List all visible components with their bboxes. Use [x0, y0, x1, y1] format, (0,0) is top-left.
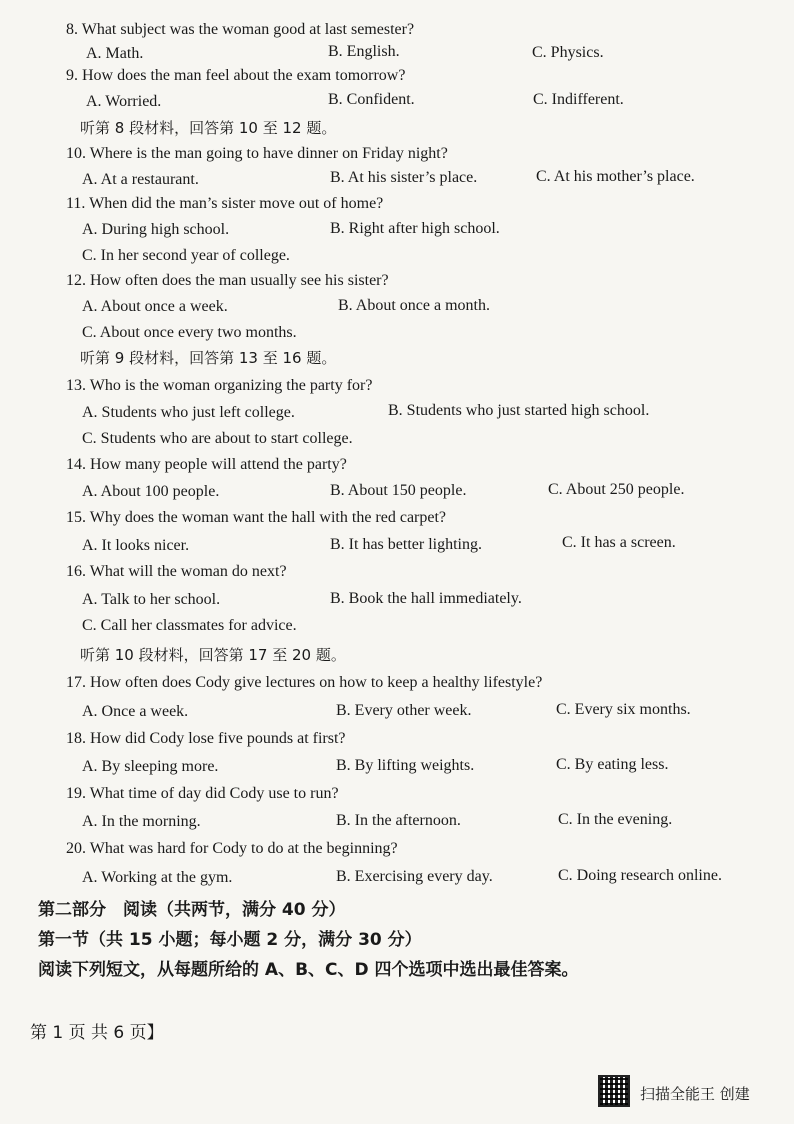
- q11-option-a: A. During high school.: [82, 221, 230, 238]
- q16-option-c: C. Call her classmates for advice.: [82, 617, 297, 634]
- q12-option-b: B. About once a month.: [338, 297, 490, 314]
- part-2-heading: 第二部分 阅读（共两节，满分 40 分）: [38, 900, 346, 920]
- q12-option-c: C. About once every two months.: [82, 324, 297, 341]
- question-15: 15. Why does the woman want the hall with the red carpet?: [66, 509, 447, 526]
- q16-option-b: B. Book the hall immediately.: [330, 590, 522, 607]
- question-12: 12. How often does the man usually see his sister?: [66, 272, 389, 289]
- q9-option-c: C. Indifferent.: [533, 91, 624, 108]
- question-13: 13. Who is the woman organizing the party for?: [66, 377, 373, 394]
- q20-option-c: C. Doing research online.: [558, 867, 722, 884]
- q9-option-a: A. Worried.: [86, 93, 162, 110]
- section-10-instruction: 听第 10 段材料，回答第 17 至 20 题。: [80, 646, 346, 664]
- q14-option-a: A. About 100 people.: [82, 483, 220, 500]
- q15-option-b: B. It has better lighting.: [330, 536, 482, 553]
- q19-option-a: A. In the morning.: [82, 813, 201, 830]
- q15-option-a: A. It looks nicer.: [82, 537, 190, 554]
- question-17: 17. How often does Cody give lectures on how to keep a healthy lifestyle?: [66, 674, 543, 691]
- q13-option-a: A. Students who just left college.: [82, 404, 295, 421]
- q18-option-c: C. By eating less.: [556, 756, 669, 773]
- q11-option-c: C. In her second year of college.: [82, 247, 290, 264]
- q20-option-b: B. Exercising every day.: [336, 868, 493, 885]
- q8-option-c: C. Physics.: [532, 44, 604, 61]
- section-1-heading: 第一节（共 15 小题；每小题 2 分，满分 30 分）: [38, 930, 422, 950]
- q8-option-b: B. English.: [328, 43, 400, 60]
- q10-option-b: B. At his sister’s place.: [330, 169, 478, 186]
- q14-option-b: B. About 150 people.: [330, 482, 467, 499]
- question-20: 20. What was hard for Cody to do at the beginning?: [66, 840, 398, 857]
- question-19: 19. What time of day did Cody use to run?: [66, 785, 339, 802]
- qr-code-icon: [598, 1075, 630, 1107]
- question-18: 18. How did Cody lose five pounds at first?: [66, 730, 346, 747]
- question-8: 8. What subject was the woman good at last semester?: [66, 21, 415, 38]
- q17-option-c: C. Every six months.: [556, 701, 691, 718]
- q18-option-b: B. By lifting weights.: [336, 757, 475, 774]
- q16-option-a: A. Talk to her school.: [82, 591, 221, 608]
- reading-instruction: 阅读下列短文，从每题所给的 A、B、C、D 四个选项中选出最佳答案。: [38, 960, 579, 980]
- question-14: 14. How many people will attend the party?: [66, 456, 347, 473]
- q13-option-b: B. Students who just started high school.: [388, 402, 650, 419]
- q13-option-c: C. Students who are about to start college.: [82, 430, 353, 447]
- q19-option-b: B. In the afternoon.: [336, 812, 461, 829]
- q10-option-c: C. At his mother’s place.: [536, 168, 695, 185]
- question-11: 11. When did the man’s sister move out of home?: [66, 195, 384, 212]
- q10-option-a: A. At a restaurant.: [82, 171, 199, 188]
- q15-option-c: C. It has a screen.: [562, 534, 676, 551]
- scanner-watermark: 扫描全能王 创建: [640, 1085, 750, 1103]
- page-footer: 第 1 页 共 6 页】: [30, 1023, 164, 1043]
- question-16: 16. What will the woman do next?: [66, 563, 287, 580]
- q11-option-b: B. Right after high school.: [330, 220, 500, 237]
- question-9: 9. How does the man feel about the exam tomorrow?: [66, 67, 406, 84]
- q14-option-c: C. About 250 people.: [548, 481, 685, 498]
- q9-option-b: B. Confident.: [328, 91, 415, 108]
- section-8-instruction: 听第 8 段材料，回答第 10 至 12 题。: [80, 119, 337, 137]
- q12-option-a: A. About once a week.: [82, 298, 228, 315]
- q17-option-b: B. Every other week.: [336, 702, 472, 719]
- q19-option-c: C. In the evening.: [558, 811, 673, 828]
- q18-option-a: A. By sleeping more.: [82, 758, 219, 775]
- section-9-instruction: 听第 9 段材料，回答第 13 至 16 题。: [80, 349, 337, 367]
- q8-option-a: A. Math.: [86, 45, 144, 62]
- question-10: 10. Where is the man going to have dinner on Friday night?: [66, 145, 448, 162]
- q17-option-a: A. Once a week.: [82, 703, 189, 720]
- q20-option-a: A. Working at the gym.: [82, 869, 233, 886]
